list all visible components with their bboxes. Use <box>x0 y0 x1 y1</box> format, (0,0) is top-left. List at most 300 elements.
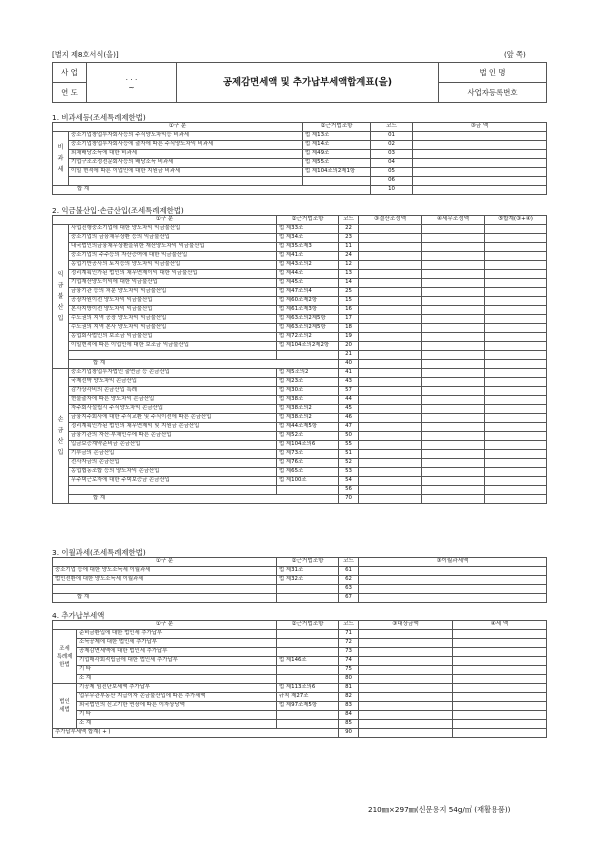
settlement-amount-input[interactable] <box>359 288 422 297</box>
sec3-header-row <box>53 558 547 567</box>
item-label: 중소기업의 금융채무상환 등의 익금불산입 <box>69 234 277 243</box>
item-code: 25 <box>339 288 359 297</box>
sum-amount-input[interactable] <box>485 396 547 405</box>
tax-adjustment-input[interactable] <box>422 270 485 279</box>
form-title: 공제감면세액 및 추가납부세액합계표(을) <box>177 63 439 103</box>
legal-basis: 법 제100조 <box>277 477 339 486</box>
settlement-amount-input[interactable] <box>359 369 422 378</box>
settlement-amount-input[interactable] <box>359 252 422 261</box>
tax-adjustment-input[interactable] <box>422 288 485 297</box>
table-row <box>53 159 547 168</box>
settlement-amount-input[interactable] <box>359 486 422 495</box>
tax-amount-input[interactable] <box>453 630 547 639</box>
item-label: 중소기업의 주주등의 자산증여에 대한 익금불산입 <box>69 252 277 261</box>
amount-input[interactable] <box>413 141 547 150</box>
tax-adjustment-input[interactable] <box>422 468 485 477</box>
legal-basis: 법 제44조제5항 <box>277 423 339 432</box>
sum-amount-input[interactable] <box>485 414 547 423</box>
tax-adjustment-input[interactable] <box>422 342 485 351</box>
sec4-special-tax-side-label-char: 특례제 <box>56 653 73 660</box>
tax-adjustment-input[interactable] <box>422 225 485 234</box>
table-row <box>53 387 547 396</box>
page-indicator: (앞 쪽) <box>504 50 526 59</box>
total-tax-input[interactable] <box>453 729 547 738</box>
settlement-amount-input[interactable] <box>359 378 422 387</box>
tax-adjustment-input[interactable] <box>422 279 485 288</box>
table-row <box>53 702 547 711</box>
sec2-exclusion-side-label-char: 금 <box>57 282 64 289</box>
target-amount-input[interactable] <box>359 684 453 693</box>
settlement-amount-input[interactable] <box>359 405 422 414</box>
tax-adjustment-input[interactable] <box>422 486 485 495</box>
sec4-header-row <box>53 621 547 630</box>
settlement-amount-input[interactable] <box>359 423 422 432</box>
sum-amount-input[interactable] <box>485 243 547 252</box>
item-code: 80 <box>339 675 359 684</box>
total-amount-input[interactable] <box>413 186 547 195</box>
table-row <box>53 378 547 387</box>
target-amount-input[interactable] <box>359 657 453 666</box>
item-label: 정리계획인가된 법인의 채무면제익 및 지원금 손금산입 <box>69 423 277 432</box>
tax-adjustment-input[interactable] <box>422 441 485 450</box>
sec2-header-row <box>53 216 547 225</box>
tax-amount-input[interactable] <box>453 702 547 711</box>
tax-adjustment-input[interactable] <box>422 387 485 396</box>
item-code: 75 <box>339 666 359 675</box>
settlement-amount-input[interactable] <box>359 396 422 405</box>
item-code: 12 <box>339 261 359 270</box>
legal-basis: 법 제65조 <box>277 468 339 477</box>
legal-basis: 법 제30조 <box>277 387 339 396</box>
sum-amount-input[interactable] <box>485 225 547 234</box>
item-label: 중소기업 등에 대한 양도소득세 이월과세 <box>53 567 277 576</box>
sum-amount-input[interactable] <box>485 450 547 459</box>
sec2-deduction-side-label-char: 손 <box>57 416 64 423</box>
tax-adjustment-input[interactable] <box>422 351 485 360</box>
sum-amount-input[interactable] <box>485 306 547 315</box>
table-row <box>53 477 547 486</box>
item-label: 준비금환입에 대한 법인세 추가납부 <box>77 630 277 639</box>
item-label: 사업진행중소기업에 대한 양도차익 익금불산입 <box>69 225 277 234</box>
item-label: 기업재산양도이익에 대한 익금불산입 <box>69 279 277 288</box>
item-label: 이일현적에 따른 이업인에 대한 보조금 익금불산입 <box>69 342 277 351</box>
settlement-amount-input[interactable] <box>359 342 422 351</box>
legal-basis <box>277 675 339 684</box>
target-amount-input[interactable] <box>359 639 453 648</box>
item-code: 20 <box>339 342 359 351</box>
amount-input[interactable] <box>413 168 547 177</box>
legal-basis: 법 제113조의6 <box>277 684 339 693</box>
tax-adjustment-input[interactable] <box>422 324 485 333</box>
legal-basis <box>303 177 371 186</box>
legal-basis: 법 제34조 <box>277 234 339 243</box>
item-code: 43 <box>339 378 359 387</box>
total-code: 67 <box>339 594 359 603</box>
item-label: 외국법인의 신고기한 연장에 따른 이자상당액 <box>77 702 277 711</box>
sec4-corporate-tax-side-label-char: 법인 <box>59 699 70 705</box>
biz-no-label: 사업자등록번호 <box>439 83 547 103</box>
tax-adjustment-input[interactable] <box>422 234 485 243</box>
period-from: . . . <box>125 72 138 82</box>
legal-basis: 법 제13조 <box>303 132 371 141</box>
sum-amount-input[interactable] <box>485 378 547 387</box>
item-label: 소 계 <box>77 720 277 729</box>
tax-adjustment-input[interactable] <box>422 252 485 261</box>
sec2-deduction-side-label <box>53 369 69 504</box>
tax-adjustment-input[interactable] <box>422 423 485 432</box>
settlement-amount-input[interactable] <box>359 306 422 315</box>
settlement-amount-input[interactable] <box>359 414 422 423</box>
sec1-col-header: ②근거법조항 <box>303 123 371 132</box>
table-row <box>53 414 547 423</box>
settlement-amount-input[interactable] <box>359 351 422 360</box>
item-label <box>69 177 303 186</box>
item-code: 55 <box>339 441 359 450</box>
item-label: 농업협동조합 등의 양도차익 손금산입 <box>69 468 277 477</box>
table-row <box>53 279 547 288</box>
sec4-special-tax-side-label-char: 한법 <box>59 661 70 668</box>
sec3-table <box>52 557 547 603</box>
legal-basis: 법 제63조의2제5항 <box>277 315 339 324</box>
sum-amount-input[interactable] <box>485 324 547 333</box>
sec4-col-header: ④세 액 <box>453 621 547 630</box>
table-row <box>53 252 547 261</box>
tax-adjustment-input[interactable] <box>422 306 485 315</box>
legal-basis: 법 제72조의2 <box>277 333 339 342</box>
legal-basis: 법 제38조 <box>277 396 339 405</box>
subtotal-amount-input[interactable] <box>485 360 547 369</box>
legal-basis: 법 제33조 <box>277 225 339 234</box>
table-row <box>53 315 547 324</box>
table-row <box>53 441 547 450</box>
legal-basis: 법 제38조의2 <box>277 405 339 414</box>
sec3-col-header: ②근거법조항 <box>277 558 339 567</box>
table-row <box>53 141 547 150</box>
deferred-tax-input[interactable] <box>359 576 547 585</box>
sum-amount-input[interactable] <box>485 432 547 441</box>
legal-basis <box>277 711 339 720</box>
legal-basis: 법 제73조 <box>277 450 339 459</box>
table-row <box>53 450 547 459</box>
total-label: 추가납부세액 합계( + ) <box>53 729 339 738</box>
tax-adjustment-input[interactable] <box>422 414 485 423</box>
item-code: 73 <box>339 648 359 657</box>
item-code: 41 <box>339 369 359 378</box>
total-amount-input[interactable] <box>359 495 422 504</box>
target-amount-input[interactable] <box>359 711 453 720</box>
year-label-1: 사 업 <box>53 63 87 83</box>
table-row <box>53 225 547 234</box>
legal-basis: 법 제5조의2 <box>277 369 339 378</box>
settlement-amount-input[interactable] <box>359 315 422 324</box>
sec1-side-label-char: 세 <box>57 166 64 173</box>
sec2-title: 2. 익금불산입·손금산입(조세특례제한법) <box>52 206 184 215</box>
table-row <box>53 306 547 315</box>
table-row <box>53 150 547 159</box>
settlement-amount-input[interactable] <box>359 261 422 270</box>
deferred-tax-input[interactable] <box>359 567 547 576</box>
target-amount-input[interactable] <box>359 720 453 729</box>
subtotal-amount-input[interactable] <box>422 360 485 369</box>
total-row <box>53 186 547 195</box>
tax-amount-input[interactable] <box>453 666 547 675</box>
settlement-amount-input[interactable] <box>359 270 422 279</box>
settlement-amount-input[interactable] <box>359 441 422 450</box>
settlement-amount-input[interactable] <box>359 234 422 243</box>
tax-adjustment-input[interactable] <box>422 396 485 405</box>
tax-amount-input[interactable] <box>453 657 547 666</box>
table-row <box>53 630 547 639</box>
settlement-amount-input[interactable] <box>359 243 422 252</box>
sec3-col-header: ①구 분 <box>53 558 277 567</box>
settlement-amount-input[interactable] <box>359 279 422 288</box>
legal-basis: 법 제52조 <box>277 432 339 441</box>
settlement-amount-input[interactable] <box>359 432 422 441</box>
sum-amount-input[interactable] <box>485 477 547 486</box>
item-code: 18 <box>339 324 359 333</box>
sec1-col-header: ①구 분 <box>53 123 303 132</box>
sum-amount-input[interactable] <box>485 261 547 270</box>
table-row <box>53 432 547 441</box>
tax-adjustment-input[interactable] <box>422 333 485 342</box>
sum-amount-input[interactable] <box>485 315 547 324</box>
sec2-exclusion-side-label <box>53 225 69 369</box>
settlement-amount-input[interactable] <box>359 324 422 333</box>
period-sep: ~ <box>128 82 135 92</box>
tax-adjustment-input[interactable] <box>422 261 485 270</box>
item-label: 무주택근로자에 대한 주택보증금 손금산입 <box>69 477 277 486</box>
legal-basis <box>277 666 339 675</box>
sum-amount-input[interactable] <box>485 423 547 432</box>
item-label: 중소기업창업투자법인 출연금 등 손금산입 <box>69 369 277 378</box>
legal-basis <box>277 585 339 594</box>
item-label: 본사지방이전 양도차익 익금불산입 <box>69 306 277 315</box>
sec1-side-label-char: 과 <box>57 155 64 162</box>
total-label: 합 계 <box>53 186 371 195</box>
sum-amount-input[interactable] <box>485 441 547 450</box>
item-label: 기부금의 손금산입 <box>69 450 277 459</box>
item-code: 14 <box>339 279 359 288</box>
sec2-exclusion-side-label-char: 산 <box>57 304 64 311</box>
target-amount-input[interactable] <box>359 630 453 639</box>
tax-adjustment-input[interactable] <box>422 378 485 387</box>
legal-basis: 법 제45조 <box>277 279 339 288</box>
deferred-tax-input[interactable] <box>359 585 547 594</box>
table-row <box>53 657 547 666</box>
sum-amount-input[interactable] <box>485 468 547 477</box>
table-row <box>53 639 547 648</box>
sum-amount-input[interactable] <box>485 342 547 351</box>
sum-amount-input[interactable] <box>485 270 547 279</box>
legal-basis: 법 제47조의4 <box>277 288 339 297</box>
amount-input[interactable] <box>413 150 547 159</box>
legal-basis <box>277 639 339 648</box>
item-label: 국제선박 양도차익 손금산입 <box>69 378 277 387</box>
item-label: 금융기관 등의 처분 양도차익 익금불산입 <box>69 288 277 297</box>
target-amount-input[interactable] <box>359 675 453 684</box>
item-code: 54 <box>339 477 359 486</box>
sum-amount-input[interactable] <box>485 297 547 306</box>
settlement-amount-input[interactable] <box>359 477 422 486</box>
item-code: 61 <box>339 567 359 576</box>
item-code: 53 <box>339 468 359 477</box>
item-code: 44 <box>339 396 359 405</box>
table-row <box>53 567 547 576</box>
amount-input[interactable] <box>413 177 547 186</box>
sum-amount-input[interactable] <box>485 351 547 360</box>
item-label: 수도권의 지역 본사 양도차익 익금불산입 <box>69 324 277 333</box>
table-row <box>53 168 547 177</box>
sum-amount-input[interactable] <box>485 486 547 495</box>
item-label: 기 타 <box>77 666 277 675</box>
item-label: 금융기관의 자산·부채인수에 따른 손금산입 <box>69 432 277 441</box>
item-label <box>69 351 277 360</box>
total-amount-input[interactable] <box>485 495 547 504</box>
subtotal-amount-input[interactable] <box>359 360 422 369</box>
table-row <box>53 576 547 585</box>
total-amount-input[interactable] <box>422 495 485 504</box>
sum-amount-input[interactable] <box>485 288 547 297</box>
tax-adjustment-input[interactable] <box>422 459 485 468</box>
sec3-col-header: 코드 <box>339 558 359 567</box>
tax-amount-input[interactable] <box>453 648 547 657</box>
sec4-col-header: ③대상금액 <box>359 621 453 630</box>
settlement-amount-input[interactable] <box>359 333 422 342</box>
tax-amount-input[interactable] <box>453 639 547 648</box>
item-label: 법인전환에 대한 양도소득세 이월과세 <box>53 576 277 585</box>
total-amount-input[interactable] <box>359 594 547 603</box>
total-code: 90 <box>339 729 359 738</box>
sec1-header-row <box>53 123 547 132</box>
target-amount-input[interactable] <box>359 702 453 711</box>
total-row <box>53 495 547 504</box>
target-amount-input[interactable] <box>359 648 453 657</box>
tax-adjustment-input[interactable] <box>422 297 485 306</box>
table-row <box>53 693 547 702</box>
settlement-amount-input[interactable] <box>359 450 422 459</box>
sec2-col-header: ③결산조정액 <box>359 216 422 225</box>
target-amount-input[interactable] <box>359 666 453 675</box>
item-code: 56 <box>339 486 359 495</box>
tax-adjustment-input[interactable] <box>422 315 485 324</box>
total-label: 합 계 <box>53 594 277 603</box>
sec2-col-header: ⑤합계(③+④) <box>485 216 547 225</box>
target-amount-input[interactable] <box>359 693 453 702</box>
item-label: 외채배당소득에 대한 비과세 <box>69 150 303 159</box>
tax-adjustment-input[interactable] <box>422 477 485 486</box>
amount-input[interactable] <box>413 132 547 141</box>
tax-amount-input[interactable] <box>453 720 547 729</box>
sum-amount-input[interactable] <box>485 459 547 468</box>
item-code: 45 <box>339 405 359 414</box>
legal-basis: 법 제63조의2제5항 <box>277 324 339 333</box>
table-row <box>53 177 547 186</box>
item-code: 47 <box>339 423 359 432</box>
tax-amount-input[interactable] <box>453 675 547 684</box>
settlement-amount-input[interactable] <box>359 459 422 468</box>
item-label <box>53 585 277 594</box>
legal-basis: 법 제35조제3 <box>277 243 339 252</box>
settlement-amount-input[interactable] <box>359 225 422 234</box>
tax-adjustment-input[interactable] <box>422 369 485 378</box>
tax-amount-input[interactable] <box>453 693 547 702</box>
settlement-amount-input[interactable] <box>359 297 422 306</box>
legal-basis: 법 제55조 <box>303 159 371 168</box>
table-row <box>53 234 547 243</box>
item-label: 기공제 임진단보세액 추가납부 <box>77 684 277 693</box>
sec1-col-header: ③금 액 <box>413 123 547 132</box>
tax-adjustment-input[interactable] <box>422 450 485 459</box>
paper-spec-footer: 210㎜×297㎜(신문용지 54g/㎡ (재활용품)) <box>368 805 511 814</box>
sec2-col-header: ①구 분 <box>53 216 277 225</box>
sum-amount-input[interactable] <box>485 279 547 288</box>
item-code: 52 <box>339 459 359 468</box>
sec2-exclusion-side-label-char: 입 <box>57 315 64 322</box>
legal-basis: 법 제104조의2제2항 <box>277 342 339 351</box>
sum-amount-input[interactable] <box>485 369 547 378</box>
sec2-deduction-side-label-char: 산 <box>57 438 64 445</box>
tax-adjustment-input[interactable] <box>422 432 485 441</box>
item-code: 72 <box>339 639 359 648</box>
total-code: 70 <box>339 495 359 504</box>
settlement-amount-input[interactable] <box>359 468 422 477</box>
item-code: 83 <box>339 702 359 711</box>
amount-input[interactable] <box>413 159 547 168</box>
item-code: 71 <box>339 630 359 639</box>
tax-adjustment-input[interactable] <box>422 243 485 252</box>
settlement-amount-input[interactable] <box>359 387 422 396</box>
sum-amount-input[interactable] <box>485 252 547 261</box>
sec4-col-header: ②근거법조항 <box>277 621 339 630</box>
table-row <box>53 711 547 720</box>
item-label: 현물출자에 따른 양도차익 손금산입 <box>69 396 277 405</box>
item-label: 소 계 <box>77 675 277 684</box>
table-row <box>53 342 547 351</box>
sum-amount-input[interactable] <box>485 333 547 342</box>
legal-basis: 법 제61조제3항 <box>277 306 339 315</box>
tax-amount-input[interactable] <box>453 711 547 720</box>
item-code: 13 <box>339 270 359 279</box>
sum-amount-input[interactable] <box>485 234 547 243</box>
table-row <box>53 288 547 297</box>
item-label: 수도권의 지역 공장 양도차익 익금불산입 <box>69 315 277 324</box>
item-code: 85 <box>339 720 359 729</box>
sec4-special-tax-side-label-char: 조세 <box>59 645 70 652</box>
item-code: 63 <box>339 585 359 594</box>
item-label: 전사자금의 손금산입 <box>69 459 277 468</box>
total-target-input[interactable] <box>359 729 453 738</box>
tax-adjustment-input[interactable] <box>422 405 485 414</box>
tax-amount-input[interactable] <box>453 684 547 693</box>
legal-basis: 규칙 제27조 <box>277 693 339 702</box>
legal-basis <box>277 351 339 360</box>
period-field[interactable] <box>87 63 177 103</box>
item-code: 05 <box>371 168 413 177</box>
table-row <box>53 132 547 141</box>
item-label: 공장자원이전 양도차익 익금불산입 <box>69 297 277 306</box>
item-code: 84 <box>339 711 359 720</box>
item-label: 중소기업창업투자회사등에 출자에 따른 주식양도차익 비과세 <box>69 141 303 150</box>
sum-amount-input[interactable] <box>485 387 547 396</box>
item-label: 공제감면세액에 대한 법인세 추가납부 <box>77 648 277 657</box>
table-row <box>53 261 547 270</box>
table-row <box>53 369 547 378</box>
table-row <box>53 405 547 414</box>
item-code: 01 <box>371 132 413 141</box>
sec4-special-tax-side-label <box>53 630 77 684</box>
sum-amount-input[interactable] <box>485 405 547 414</box>
item-label: 감가상각비의 손금산입 특례 <box>69 387 277 396</box>
